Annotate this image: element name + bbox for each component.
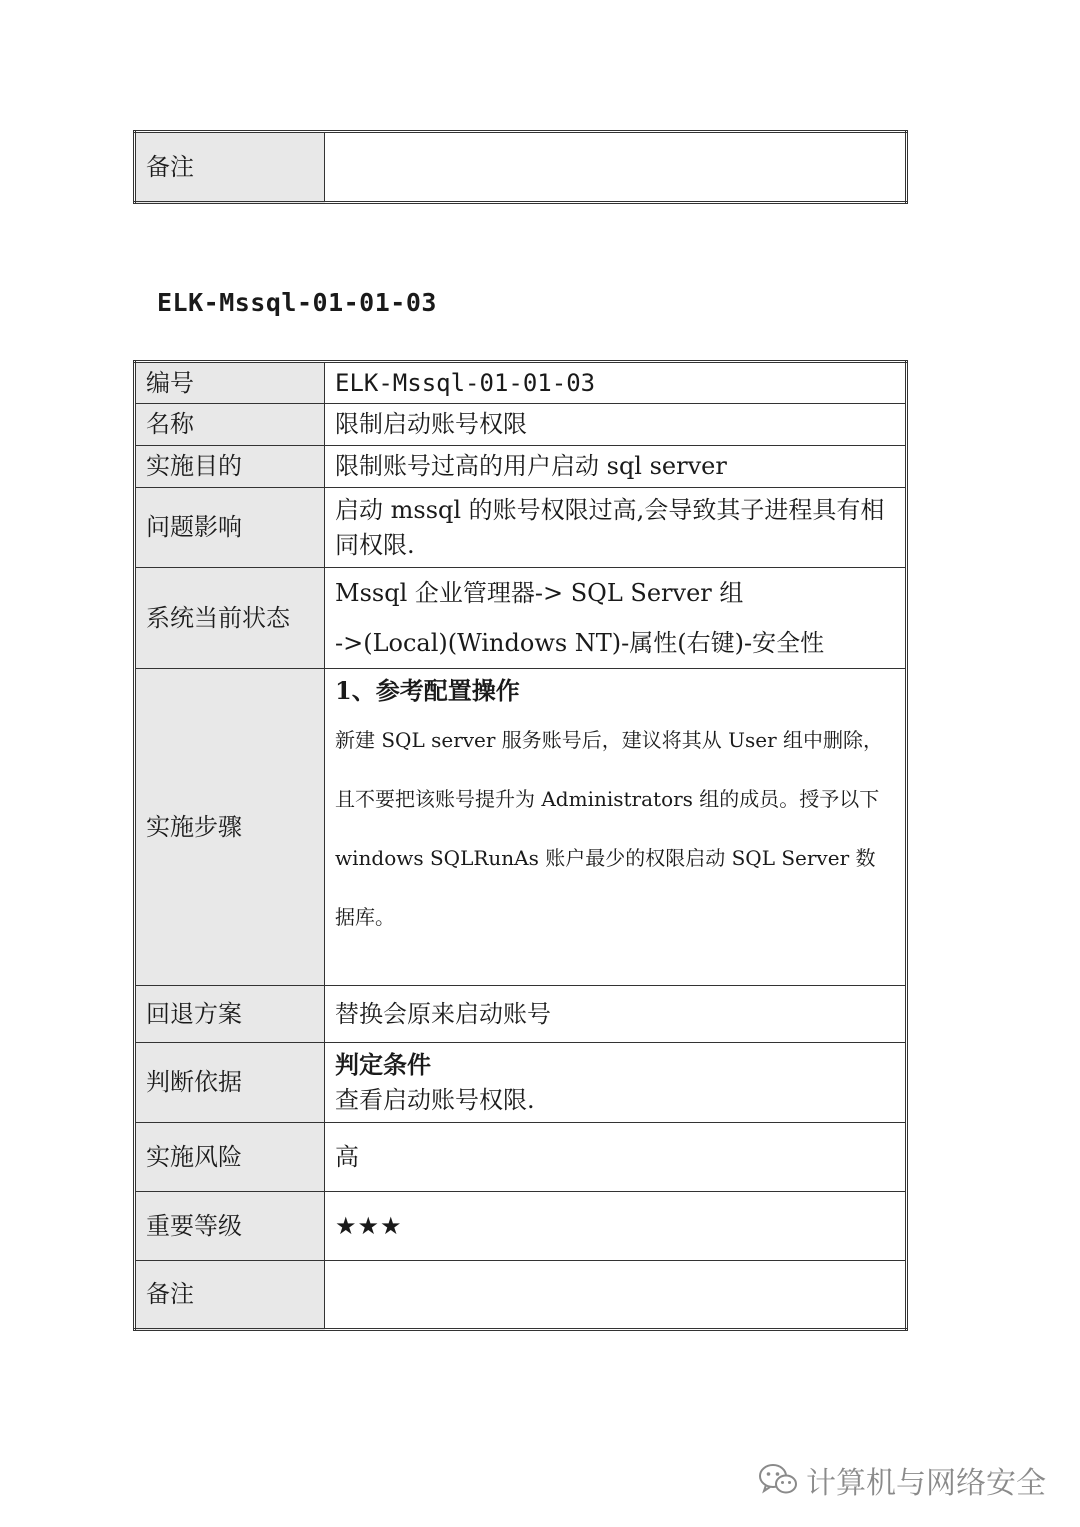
steps-title: 1、参考配置操作 [335,676,520,705]
table-row [135,1043,907,1123]
watermark-text: 计算机与网络安全 [806,1466,1046,1501]
criteria-value [325,1043,907,1123]
remark-value [325,1261,907,1330]
table-row [135,362,907,404]
table-row [135,446,907,488]
rollback-value: 替换会原来启动账号 [325,986,907,1043]
table-row [135,1261,907,1330]
table-row [135,669,907,986]
previous-item-table [133,130,908,204]
id-value: ELK-Mssql-01-01-03 [325,362,907,404]
criteria-text: 查看启动账号权限. [335,1085,535,1114]
impact-label: 问题影响 [135,488,325,568]
table-row [135,132,907,203]
config-item-table [133,360,908,1331]
remark-value [325,132,907,203]
wechat-icon [758,1462,798,1498]
status-value [325,568,907,669]
criteria-label: 判断依据 [135,1043,325,1123]
criteria-title: 判定条件 [335,1049,431,1079]
table-row [135,1123,907,1192]
steps-body: 新建 SQL server 服务账号后，建议将其从 User 组中删除，且不要把该账号提升为 Administrators 组的成员。授予以下 windows SQLRunAs 账户最少的权限启动 SQL Server 数据库。 [335,728,884,929]
status-label: 系统当前状态 [135,568,325,669]
purpose-label: 实施目的 [135,446,325,488]
steps-label: 实施步骤 [135,669,325,986]
remark-label: 备注 [135,132,325,203]
rollback-label: 回退方案 [135,986,325,1043]
remark-label: 备注 [135,1261,325,1330]
purpose-value: 限制账号过高的用户启动 sql server [325,446,907,488]
steps-value [325,669,907,986]
name-label: 名称 [135,404,325,446]
status-line-2: ->(Local)(Windows NT)-属性(右键)-安全性 [335,629,825,657]
watermark [758,1458,1046,1502]
importance-stars: ★★★ [325,1192,907,1261]
status-line-1: Mssql 企业管理器-> SQL Server 组 [335,579,744,607]
table-row [135,1192,907,1261]
table-row [135,404,907,446]
id-label: 编号 [135,362,325,404]
name-value: 限制启动账号权限 [325,404,907,446]
risk-value: 高 [325,1123,907,1192]
risk-label: 实施风险 [135,1123,325,1192]
table-row [135,986,907,1043]
table-row [135,488,907,568]
impact-value: 启动 mssql 的账号权限过高,会导致其子进程具有相同权限. [325,488,907,568]
section-heading: ELK-Mssql-01-01-03 [157,288,437,317]
importance-label: 重要等级 [135,1192,325,1261]
table-row [135,568,907,669]
